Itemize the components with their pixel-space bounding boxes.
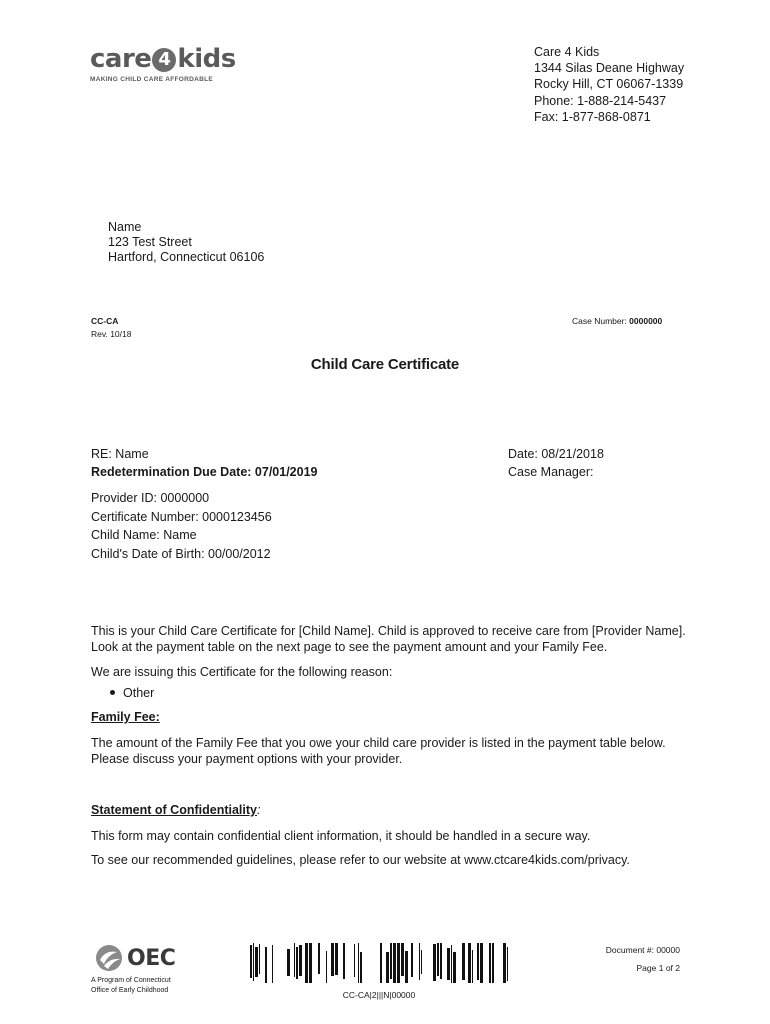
child-name: Child Name: Name bbox=[91, 528, 197, 543]
barcode-bar bbox=[287, 949, 290, 976]
case-manager: Case Manager: bbox=[508, 465, 594, 479]
barcode-bar bbox=[354, 944, 355, 977]
oec-subtitle: A Program of Connecticut Office of Early Childhood bbox=[91, 977, 171, 994]
form-code-block bbox=[91, 315, 131, 341]
barcode-bar bbox=[335, 943, 338, 975]
oec-wordmark: OEC bbox=[127, 946, 176, 971]
family-fee-paragraph: The amount of the Family Fee that you owe your child care provider is listed in the payment table below. Please discuss your payment options with your provider. bbox=[91, 736, 666, 766]
barcode-bar bbox=[305, 943, 308, 983]
barcode-bar bbox=[480, 943, 483, 983]
letter-date: Date: 08/21/2018 bbox=[508, 447, 604, 461]
confidentiality-heading-colon: : bbox=[256, 803, 261, 817]
barcode-bar bbox=[343, 943, 345, 979]
barcode-bar bbox=[393, 943, 396, 983]
barcode-bar bbox=[331, 943, 334, 976]
document-number: Document #: 00000 bbox=[605, 945, 680, 955]
barcode-bar bbox=[326, 951, 327, 983]
barcode-bar bbox=[437, 943, 439, 976]
document-info bbox=[560, 941, 680, 977]
certificate-ids bbox=[91, 489, 272, 563]
logo-four-circle: 4 bbox=[152, 48, 176, 72]
barcode-bar bbox=[419, 943, 420, 980]
barcode-bar bbox=[440, 943, 442, 979]
barcode-bar bbox=[489, 943, 491, 983]
care4kids-logo bbox=[90, 44, 240, 90]
barcode-bar bbox=[272, 945, 273, 983]
barcode-bar bbox=[380, 943, 382, 983]
barcode-caption: CC-CA|2|||N|00000 bbox=[342, 990, 416, 1000]
privacy-paragraph: To see our recommended guidelines, please refer to our website at www.ctcare4kids.com/privacy. bbox=[91, 853, 630, 867]
barcode-bar bbox=[299, 945, 302, 976]
barcode-bar bbox=[390, 943, 392, 979]
barcode-bar bbox=[462, 943, 465, 980]
barcode-bar bbox=[309, 943, 312, 983]
case-number bbox=[572, 316, 662, 326]
bullet-icon bbox=[110, 690, 115, 695]
family-fee-heading: Family Fee: bbox=[91, 710, 160, 724]
provider-id: Provider ID: 0000000 bbox=[91, 491, 210, 505]
reason-list-item bbox=[110, 686, 154, 700]
agency-address bbox=[534, 44, 684, 125]
confidentiality-heading bbox=[91, 803, 260, 817]
oec-swirl-icon bbox=[95, 944, 123, 972]
barcode-bar bbox=[401, 943, 404, 976]
case-number-label: Case Number: bbox=[572, 316, 630, 326]
confidentiality-paragraph: This form may contain confidential client information, it should be handled in a secure way. bbox=[91, 829, 591, 843]
page-title: Child Care Certificate bbox=[310, 356, 460, 373]
barcode-bar bbox=[386, 952, 389, 983]
barcode-bar bbox=[472, 950, 473, 983]
agency-phone: Phone: 1-888-214-5437 bbox=[534, 93, 667, 108]
barcode-bar bbox=[421, 950, 422, 974]
barcode-bar bbox=[397, 943, 400, 983]
reason-label: Other bbox=[123, 686, 155, 700]
barcode-bar bbox=[405, 951, 408, 983]
barcode-bar bbox=[453, 952, 456, 983]
recipient-city: Hartford, Connecticut 06106 bbox=[108, 250, 265, 264]
confidentiality-heading-text: Statement of Confidentiality bbox=[91, 803, 257, 817]
certificate-number: Certificate Number: 0000123456 bbox=[91, 509, 272, 524]
form-revision: Rev. 10/18 bbox=[91, 329, 132, 339]
barcode-bar bbox=[468, 943, 471, 983]
barcode-bar bbox=[477, 943, 479, 980]
barcode-bar bbox=[492, 943, 494, 983]
barcode-bar bbox=[265, 947, 267, 983]
re-line: RE: Name bbox=[91, 447, 149, 461]
logo-tagline: MAKING CHILD CARE AFFORDABLE bbox=[90, 76, 213, 83]
barcode-bar bbox=[447, 948, 450, 980]
logo-wordmark: care 4 kids bbox=[90, 44, 236, 74]
page-indicator: Page 1 of 2 bbox=[636, 963, 680, 973]
agency-fax: Fax: 1-877-868-0871 bbox=[534, 109, 651, 124]
form-code: CC-CA bbox=[91, 316, 119, 326]
re-block bbox=[91, 445, 317, 481]
reason-intro: We are issuing this Certificate for the following reason: bbox=[91, 665, 393, 679]
recipient-street: 123 Test Street bbox=[108, 235, 192, 249]
recipient-name: Name bbox=[108, 220, 142, 234]
barcode-bar bbox=[507, 947, 508, 981]
barcode-bar bbox=[411, 943, 413, 977]
barcode-bar bbox=[318, 943, 320, 974]
date-block bbox=[508, 445, 604, 481]
child-date-of-birth: Child's Date of Birth: 00/00/2012 bbox=[91, 546, 271, 561]
intro-paragraph: This is your Child Care Certificate for [Child Name]. Child is approved to receive care from [Provider Name]. Look at the payment table on the next page to see the payment amount and your Family Fee. bbox=[91, 624, 686, 654]
barcode-bar bbox=[451, 945, 452, 983]
barcode-bar bbox=[503, 943, 506, 983]
barcode-bar bbox=[294, 943, 295, 977]
barcode bbox=[250, 943, 508, 983]
barcode-bar bbox=[253, 943, 254, 981]
barcode-bar bbox=[259, 944, 260, 974]
recipient-address bbox=[108, 220, 264, 265]
redetermination-due-date: Redetermination Due Date: 07/01/2019 bbox=[91, 465, 318, 479]
barcode-bar bbox=[360, 952, 362, 983]
case-number-value: 0000000 bbox=[629, 316, 663, 326]
agency-city: Rocky Hill, CT 06067-1339 bbox=[534, 77, 684, 92]
barcode-bar bbox=[296, 947, 298, 979]
barcode-bar bbox=[358, 943, 359, 983]
barcode-bar bbox=[255, 947, 258, 977]
barcode-bar bbox=[250, 945, 252, 978]
agency-name: Care 4 Kids bbox=[534, 45, 600, 59]
agency-street: 1344 Silas Deane Highway bbox=[534, 61, 685, 76]
barcode-bar bbox=[433, 944, 436, 981]
